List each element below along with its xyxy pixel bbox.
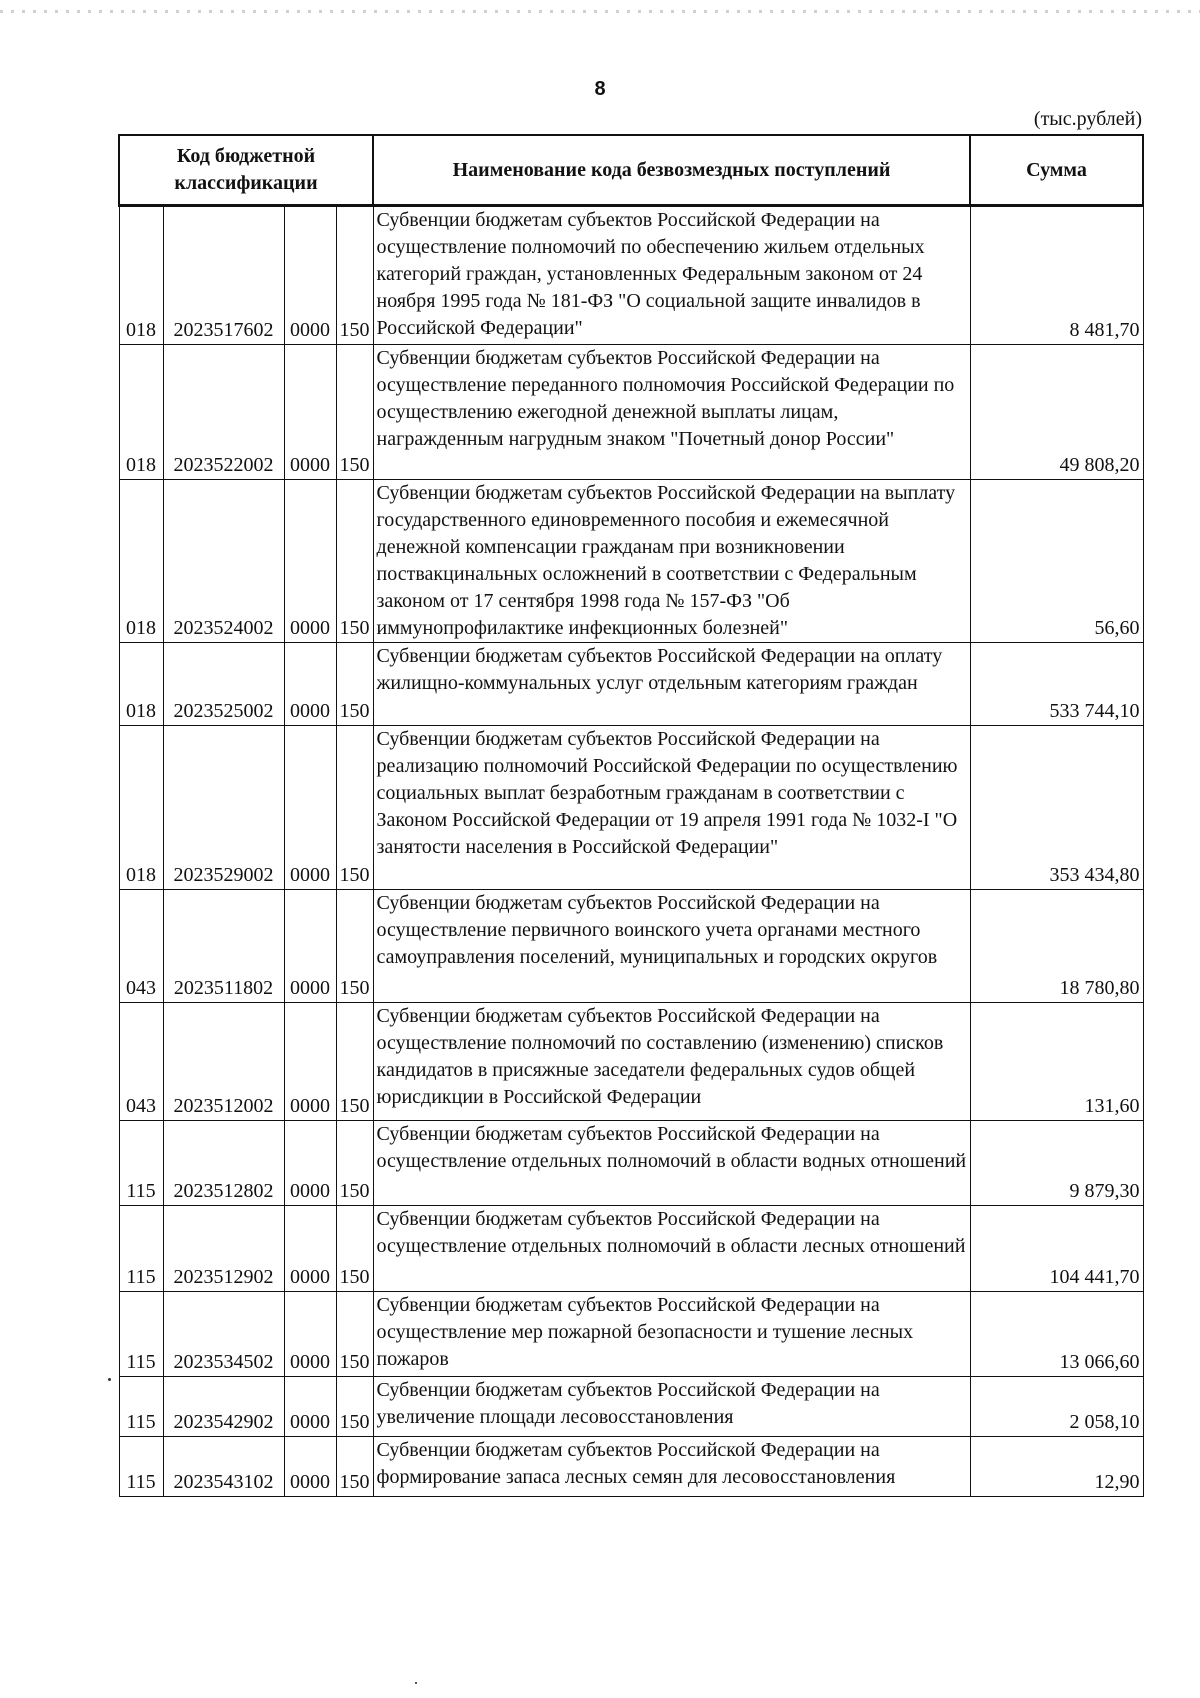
cell-name: Субвенции бюджетам субъектов Российской Федерации на выплату государственного единовременного пособия и ежемесячной денежной компенсации гражданам при возникновении поствакцинальных осложнений в соответствии с Федеральным законом от 17 сентября 1998 года № 157-ФЗ "Об иммунопрофилактике инфекционных болезней" <box>373 480 970 643</box>
cell-name: Субвенции бюджетам субъектов Российской Федерации на осуществление полномочий по составлению (изменению) списков кандидатов в присяжные заседатели федеральных судов общей юрисдикции в Российской Федерации <box>373 1003 970 1121</box>
cell-name: Субвенции бюджетам субъектов Российской Федерации на увеличение площади лесовосстановления <box>373 1377 970 1437</box>
cell-sub: 0000 <box>284 1437 336 1497</box>
cell-kosgu: 150 <box>336 206 373 345</box>
cell-admin: 043 <box>119 1003 163 1121</box>
cell-code: 2023511802 <box>163 890 284 1003</box>
budget-table <box>118 134 1144 1497</box>
page-number: 8 <box>594 78 606 100</box>
cell-sub: 0000 <box>284 726 336 890</box>
table-row <box>119 1206 1143 1292</box>
cell-sub: 0000 <box>284 480 336 643</box>
cell-sum: 49 808,20 <box>970 345 1143 480</box>
header-sum: Сумма <box>970 135 1143 206</box>
cell-name: Субвенции бюджетам субъектов Российской Федерации на осуществление отдельных полномочий в области лесных отношений <box>373 1206 970 1292</box>
cell-sub: 0000 <box>284 1003 336 1121</box>
cell-admin: 115 <box>119 1206 163 1292</box>
cell-sub: 0000 <box>284 345 336 480</box>
cell-kosgu: 150 <box>336 1121 373 1206</box>
cell-sum: 104 441,70 <box>970 1206 1143 1292</box>
cell-kosgu: 150 <box>336 726 373 890</box>
cell-admin: 018 <box>119 726 163 890</box>
cell-kosgu: 150 <box>336 480 373 643</box>
table-row <box>119 890 1143 1003</box>
cell-kosgu: 150 <box>336 1437 373 1497</box>
cell-code: 2023543102 <box>163 1437 284 1497</box>
cell-sum: 56,60 <box>970 480 1143 643</box>
cell-sum: 2 058,10 <box>970 1377 1143 1437</box>
cell-code: 2023529002 <box>163 726 284 890</box>
table-row <box>119 480 1143 643</box>
cell-admin: 115 <box>119 1121 163 1206</box>
cell-sum: 533 744,10 <box>970 643 1143 726</box>
cell-kosgu: 150 <box>336 1206 373 1292</box>
cell-sub: 0000 <box>284 1206 336 1292</box>
cell-sum: 8 481,70 <box>970 206 1143 345</box>
units-label: (тыс.рублей) <box>1033 108 1142 130</box>
cell-code: 2023517602 <box>163 206 284 345</box>
cell-sum: 131,60 <box>970 1003 1143 1121</box>
cell-code: 2023542902 <box>163 1377 284 1437</box>
table-row <box>119 1377 1143 1437</box>
scan-speck <box>415 1682 417 1684</box>
cell-sum: 353 434,80 <box>970 726 1143 890</box>
cell-kosgu: 150 <box>336 890 373 1003</box>
cell-sum: 18 780,80 <box>970 890 1143 1003</box>
cell-name: Субвенции бюджетам субъектов Российской Федерации на оплату жилищно-коммунальных услуг отдельным категориям граждан <box>373 643 970 726</box>
scan-artifact-line <box>0 10 1200 13</box>
cell-sub: 0000 <box>284 206 336 345</box>
cell-code: 2023525002 <box>163 643 284 726</box>
header-code: Код бюджетной классификации <box>119 135 373 206</box>
table-row <box>119 1292 1143 1377</box>
cell-sum: 9 879,30 <box>970 1121 1143 1206</box>
cell-admin: 115 <box>119 1377 163 1437</box>
cell-code: 2023512802 <box>163 1121 284 1206</box>
cell-name: Субвенции бюджетам субъектов Российской Федерации на реализацию полномочий Российской Федерации по осуществлению социальных выплат безработным гражданам в соответствии с Законом Российской Федерации от 19 апреля 1991 года № 1032-I "О занятости населения в Российской Федерации" <box>373 726 970 890</box>
cell-admin: 043 <box>119 890 163 1003</box>
cell-kosgu: 150 <box>336 643 373 726</box>
table-row <box>119 345 1143 480</box>
cell-sub: 0000 <box>284 1121 336 1206</box>
cell-code: 2023524002 <box>163 480 284 643</box>
cell-admin: 115 <box>119 1437 163 1497</box>
cell-name: Субвенции бюджетам субъектов Российской Федерации на формирование запаса лесных семян для лесовосстановления <box>373 1437 970 1497</box>
cell-kosgu: 150 <box>336 345 373 480</box>
cell-code: 2023534502 <box>163 1292 284 1377</box>
cell-code: 2023512002 <box>163 1003 284 1121</box>
cell-admin: 115 <box>119 1292 163 1377</box>
header-name: Наименование кода безвозмездных поступлений <box>373 135 970 206</box>
cell-code: 2023522002 <box>163 345 284 480</box>
table-row <box>119 206 1143 345</box>
cell-name: Субвенции бюджетам субъектов Российской Федерации на осуществление отдельных полномочий в области водных отношений <box>373 1121 970 1206</box>
cell-admin: 018 <box>119 206 163 345</box>
cell-sum: 13 066,60 <box>970 1292 1143 1377</box>
cell-name: Субвенции бюджетам субъектов Российской Федерации на осуществление первичного воинского учета органами местного самоуправления поселений, муниципальных и городских округов <box>373 890 970 1003</box>
cell-sub: 0000 <box>284 1377 336 1437</box>
cell-admin: 018 <box>119 480 163 643</box>
cell-sum: 12,90 <box>970 1437 1143 1497</box>
cell-sub: 0000 <box>284 890 336 1003</box>
table-row <box>119 1003 1143 1121</box>
cell-code: 2023512902 <box>163 1206 284 1292</box>
table-row <box>119 726 1143 890</box>
cell-kosgu: 150 <box>336 1292 373 1377</box>
cell-name: Субвенции бюджетам субъектов Российской Федерации на осуществление мер пожарной безопасности и тушение лесных пожаров <box>373 1292 970 1377</box>
table-header-row <box>119 135 1143 206</box>
cell-name: Субвенции бюджетам субъектов Российской Федерации на осуществление переданного полномочия Российской Федерации по осуществлению ежегодной денежной выплаты лицам, награжденным нагрудным знаком "Почетный донор России" <box>373 345 970 480</box>
table-row <box>119 1437 1143 1497</box>
scan-speck <box>108 1378 111 1381</box>
table-row <box>119 643 1143 726</box>
cell-admin: 018 <box>119 643 163 726</box>
cell-sub: 0000 <box>284 643 336 726</box>
table-row <box>119 1121 1143 1206</box>
cell-kosgu: 150 <box>336 1003 373 1121</box>
cell-name: Субвенции бюджетам субъектов Российской Федерации на осуществление полномочий по обеспечению жильем отдельных категорий граждан, установленных Федеральным законом от 24 ноября 1995 года № 181-ФЗ "О социальной защите инвалидов в Российской Федерации" <box>373 206 970 345</box>
cell-kosgu: 150 <box>336 1377 373 1437</box>
cell-sub: 0000 <box>284 1292 336 1377</box>
cell-admin: 018 <box>119 345 163 480</box>
